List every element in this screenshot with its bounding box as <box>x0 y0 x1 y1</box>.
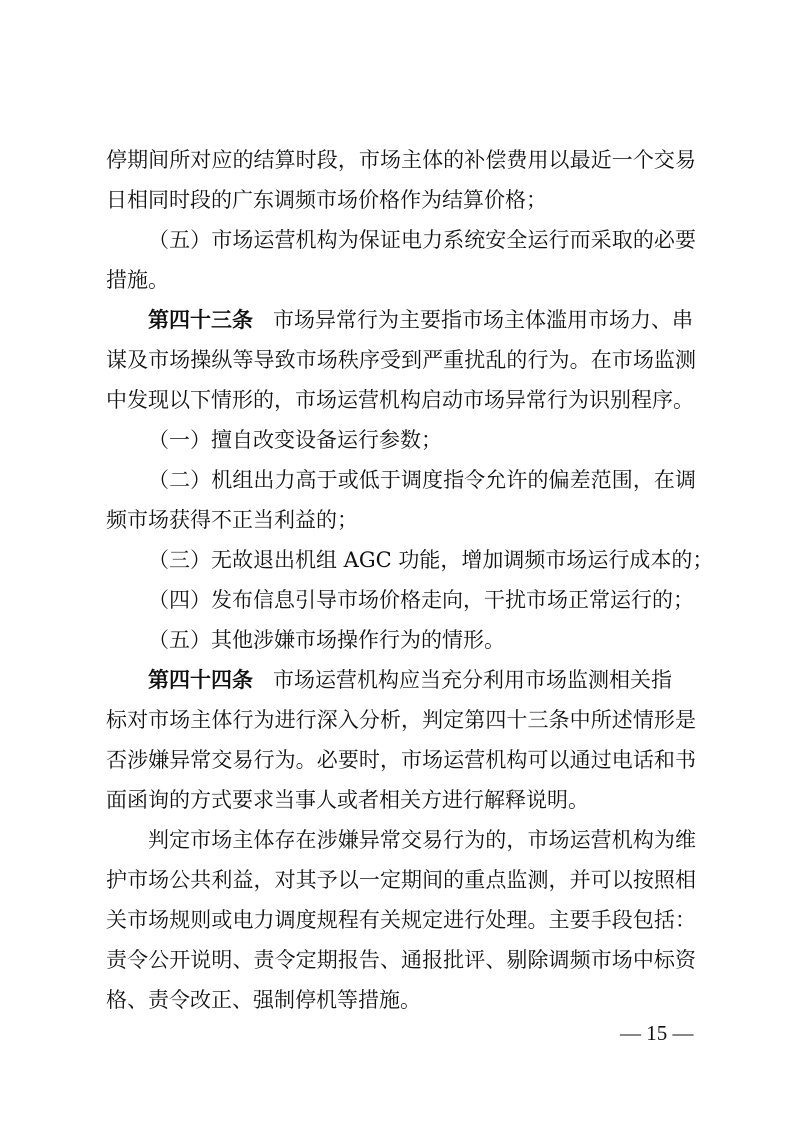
text-line: 措施。 <box>106 268 169 292</box>
text-line: 频市场获得不正当利益的； <box>106 508 358 532</box>
list-item: （三）无故退出机组 AGC 功能，增加调频市场运行成本的； <box>148 548 714 572</box>
text-line: 格、责令改正、强制停机等措施。 <box>106 988 421 1012</box>
text-segment: 市场异常行为主要指市场主体滥用市场力、串 <box>273 308 693 332</box>
page-number: — 15 — <box>620 1021 694 1045</box>
text-line: 标对市场主体行为进行深入分析，判定第四十三条中所述情形是 <box>106 708 696 732</box>
list-item: （四）发布信息引导市场价格走向，干扰市场正常运行的； <box>148 588 694 612</box>
text-line: （五）市场运营机构为保证电力系统安全运行而采取的必要 <box>148 228 696 252</box>
text-line: 责令公开说明、责令定期报告、通报批评、剔除调频市场中标资 <box>106 948 696 972</box>
text-segment: 市场运营机构应当充分利用市场监测相关指 <box>273 668 672 692</box>
list-item: （一）擅自改变设备运行参数； <box>148 428 442 452</box>
article-44-first-line <box>148 660 696 700</box>
text-line: 停期间所对应的结算时段，市场主体的补偿费用以最近一个交易 <box>106 148 696 172</box>
list-item: （二）机组出力高于或低于调度指令允许的偏差范围，在调 <box>148 468 696 492</box>
text-line: 中发现以下情形的，市场运营机构启动市场异常行为识别程序。 <box>106 388 694 412</box>
article-heading: 第四十三条 <box>148 307 253 332</box>
text-line: 护市场公共利益，对其予以一定期间的重点监测，并可以按照相 <box>106 868 696 892</box>
text-line: 关市场规则或电力调度规程有关规定进行处理。主要手段包括： <box>106 908 696 932</box>
text-line: 判定市场主体存在涉嫌异常交易行为的，市场运营机构为维 <box>148 828 696 852</box>
list-item: （五）其他涉嫌市场操作行为的情形。 <box>148 628 505 652</box>
article-heading: 第四十四条 <box>148 667 253 692</box>
article-43-first-line <box>148 300 696 340</box>
text-line: 谋及市场操纵等导致市场秩序受到严重扰乱的行为。在市场监测 <box>106 348 696 372</box>
text-line: 面函询的方式要求当事人或者相关方进行解释说明。 <box>106 788 589 812</box>
text-line: 日相同时段的广东调频市场价格作为结算价格； <box>106 188 547 212</box>
text-line: 否涉嫌异常交易行为。必要时，市场运营机构可以通过电话和书 <box>106 748 696 772</box>
